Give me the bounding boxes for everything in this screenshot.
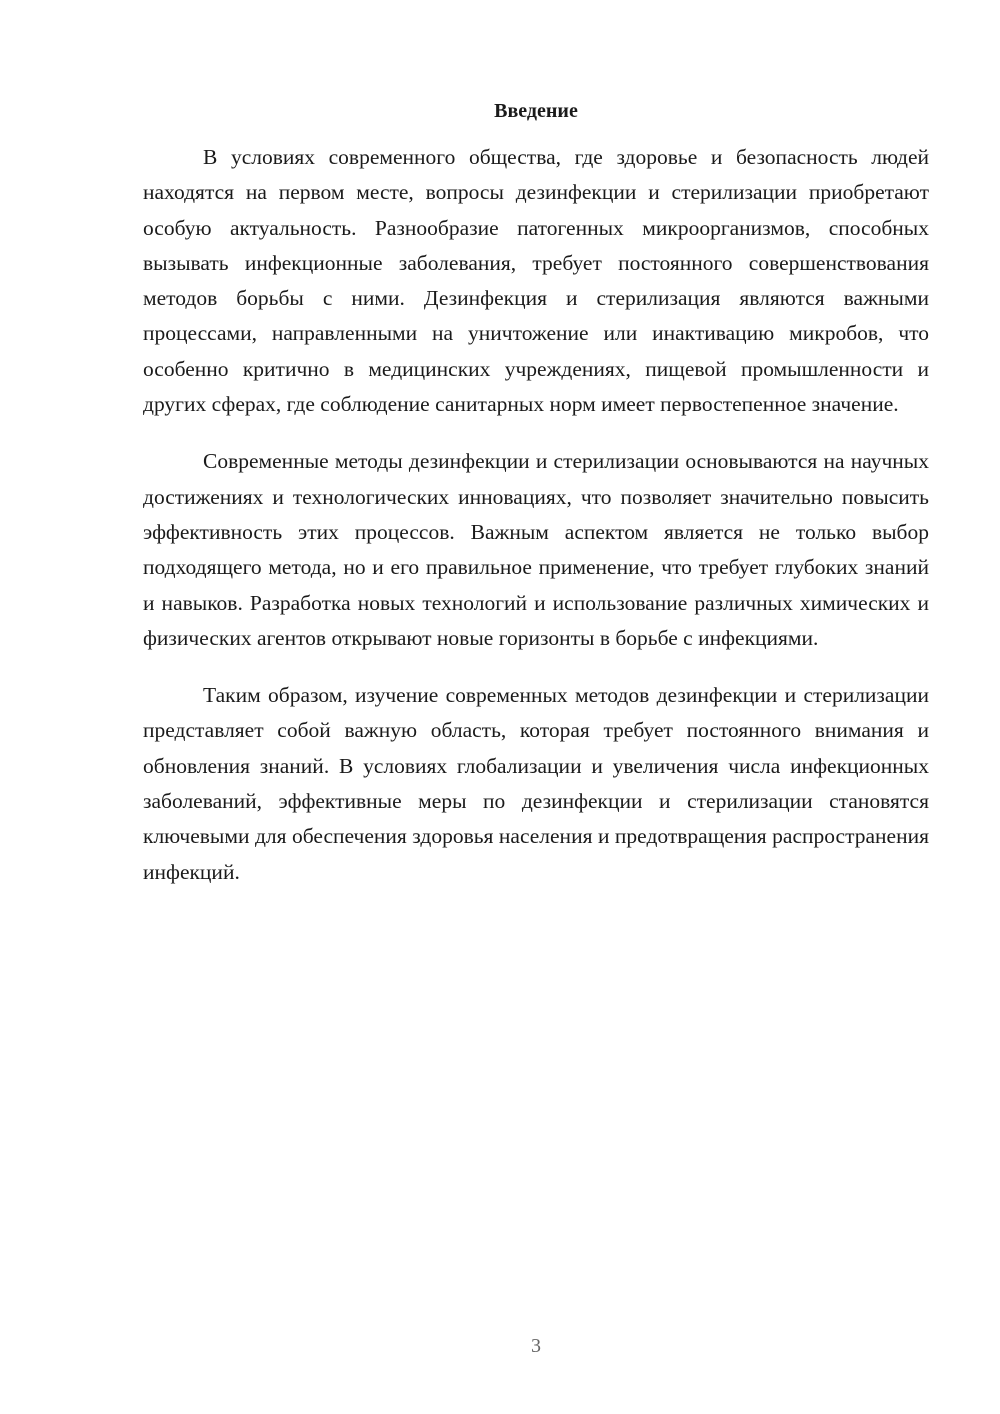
page-number: 3 — [531, 1335, 541, 1357]
paragraph: Таким образом, изучение современных методов дезинфекции и стерилизации представляет собой важную область, которая требует постоянного внимания и обновления знаний. В условиях глобализации и увеличения числа инфекционных заболеваний, эффективные меры по дезинфекции и стерилизации становятся ключевыми для обеспечения здоровья населения и предотвращения распространения инфекций. — [143, 683, 929, 884]
paragraph: В условиях современного общества, где здоровье и безопасность людей находятся на первом месте, вопросы дезинфекции и стерилизации приобретают особую актуальность. Разнообразие патогенных микроорганизмов, способных вызывать инфекционные заболевания, требует постоянного совершенствования методов борьбы с ними. Дезинфекция и стерилизация являются важными процессами, направленными на уничтожение или инактивацию микробов, что особенно критично в медицинских учреждениях, пищевой промышленности и других сферах, где соблюдение санитарных норм имеет первостепенное значение. — [143, 145, 929, 417]
page-title: Введение — [494, 100, 578, 122]
body-text — [143, 140, 929, 912]
paragraph: Современные методы дезинфекции и стерилизации основываются на научных достижениях и технологических инновациях, что позволяет значительно повысить эффективность этих процессов. Важным аспектом является не только выбор подходящего метода, но и его правильное применение, что требует глубоких знаний и навыков. Разработка новых технологий и использование различных химических и физических агентов открывают новые горизонты в борьбе с инфекциями. — [143, 449, 929, 650]
